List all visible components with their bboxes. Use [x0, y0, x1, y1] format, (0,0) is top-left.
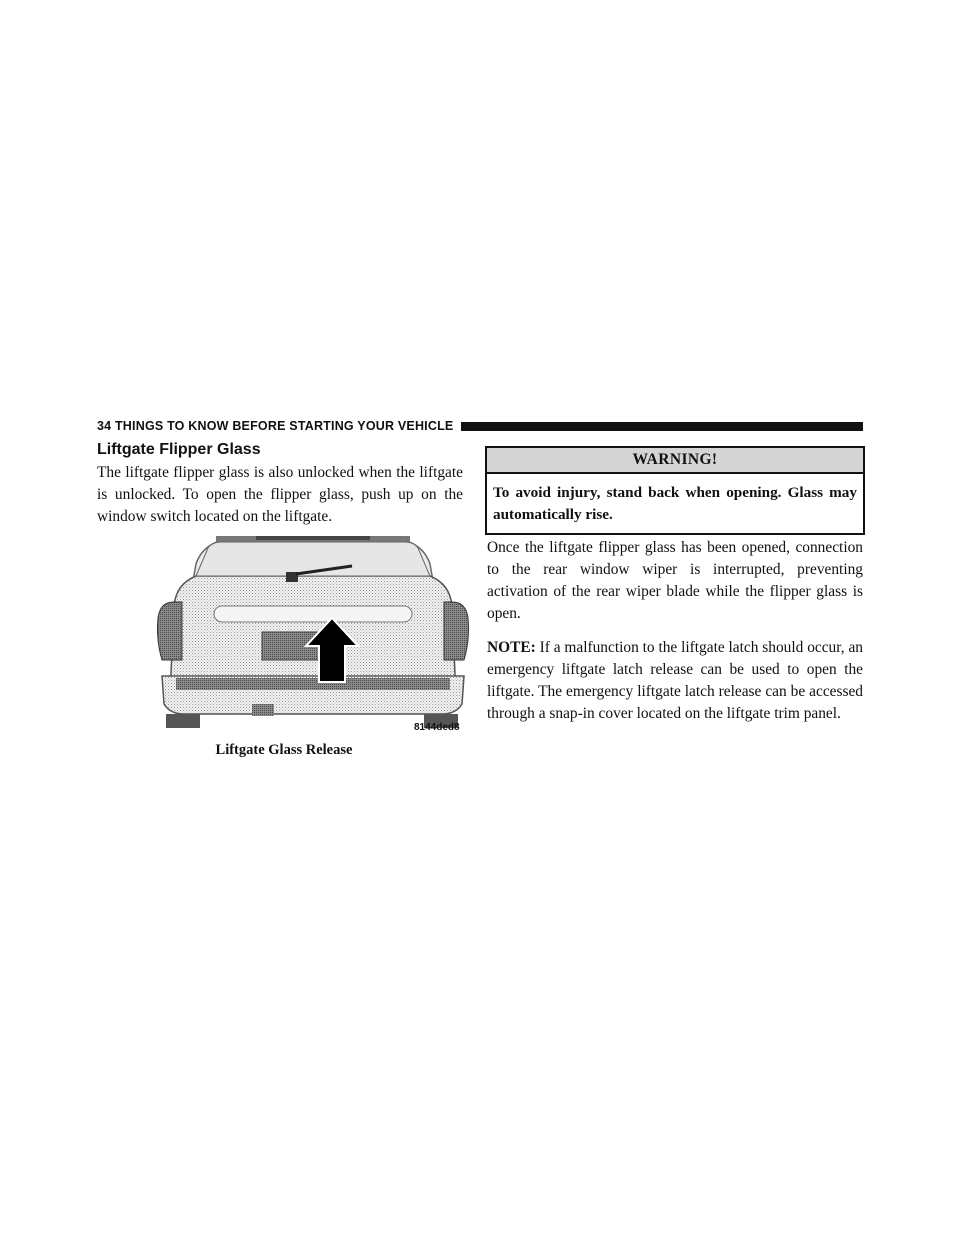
page-header-text: 34 THINGS TO KNOW BEFORE STARTING YOUR VEHICLE — [97, 419, 461, 434]
page-header — [97, 420, 863, 433]
right-column — [487, 537, 863, 725]
warning-text: To avoid injury, stand back when opening. Glass may automatically rise. — [493, 484, 857, 523]
intro-paragraph: The liftgate flipper glass is also unlocked when the liftgate is unlocked. To open the flipper glass, push up on the window switch located on the liftgate. — [97, 464, 463, 525]
vehicle-rear-liftgate-illustration — [156, 536, 470, 732]
wiper-paragraph: Once the liftgate flipper glass has been opened, connection to the rear window wiper is interrupted, preventing activation of the rear wiper blade while the flipper glass is open. — [487, 539, 863, 622]
warning-box — [485, 446, 865, 535]
note-paragraph — [487, 637, 863, 725]
note-text: If a malfunction to the liftgate latch should occur, an emergency liftgate latch release can be used to open the liftgate. The emergency liftgate latch release can be accessed through a snap-in cover located on the liftgate trim panel. — [487, 639, 863, 722]
section-title: Liftgate Flipper Glass — [97, 441, 261, 458]
left-column — [97, 440, 463, 528]
liftgate-figure — [156, 536, 470, 732]
note-label: NOTE: — [487, 639, 536, 656]
figure-code: 8144ded8 — [414, 722, 460, 732]
warning-title: WARNING! — [487, 448, 863, 474]
figure-caption: Liftgate Glass Release — [215, 742, 353, 758]
